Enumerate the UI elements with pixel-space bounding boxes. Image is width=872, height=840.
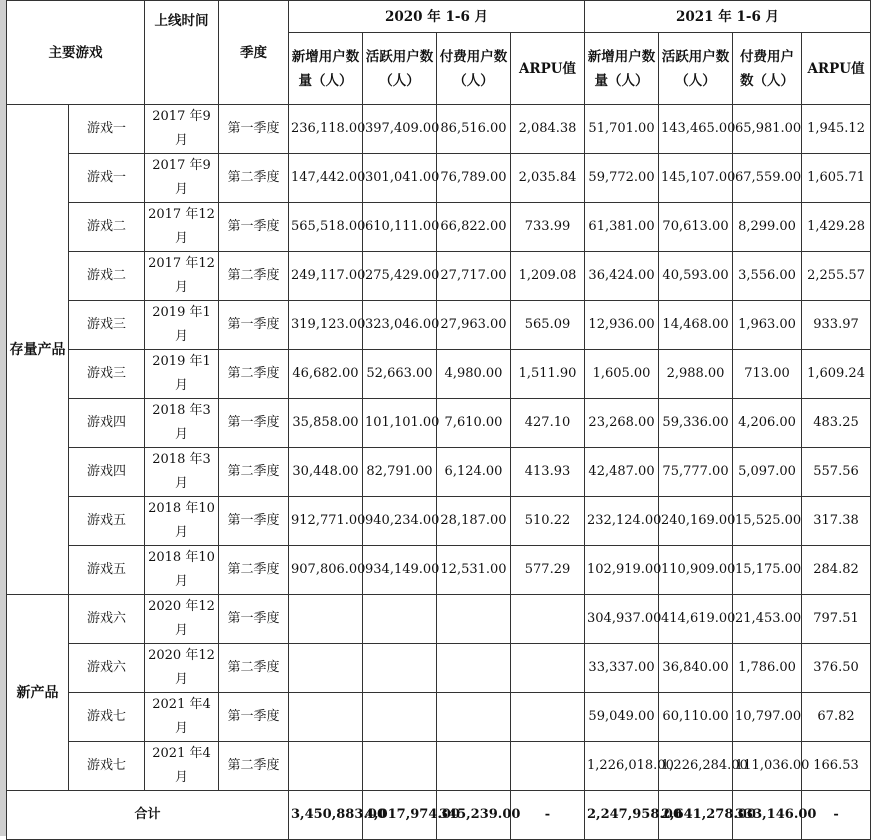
group-label-existing: 存量产品: [7, 105, 69, 595]
active-users-2020-cell: 323,046.00: [363, 301, 437, 350]
active-users-2021-cell: 110,909.00: [659, 546, 733, 595]
arpu-2020-cell: 1,209.08: [511, 252, 585, 301]
active-users-2021-cell: 143,465.00: [659, 105, 733, 154]
game-name-cell: 游戏七: [69, 742, 145, 791]
active-users-2020-cell: [363, 644, 437, 693]
header-period-2020: 2020 年 1-6 月: [289, 1, 585, 33]
arpu-2020-cell: 1,511.90: [511, 350, 585, 399]
launch-date-cell: 2017 年12 月: [145, 252, 219, 301]
paying-users-2020-cell: [437, 644, 511, 693]
paying-users-2021-cell: 4,206.00: [733, 399, 802, 448]
active-users-2020-cell: 934,149.00: [363, 546, 437, 595]
new-users-2020-cell: 46,682.00: [289, 350, 363, 399]
header-arpu-2020: ARPU值: [511, 33, 585, 105]
quarter-cell: 第二季度: [219, 350, 289, 399]
table-body: [7, 105, 871, 840]
game-name-cell: 游戏四: [69, 399, 145, 448]
quarter-cell: 第二季度: [219, 644, 289, 693]
arpu-2020-cell: 2,084.38: [511, 105, 585, 154]
game-name-cell: 游戏六: [69, 644, 145, 693]
new-users-2021-cell: 42,487.00: [585, 448, 659, 497]
launch-date-cell: 2020 年12 月: [145, 595, 219, 644]
active-users-2021-cell: 75,777.00: [659, 448, 733, 497]
active-users-2020-cell: 940,234.00: [363, 497, 437, 546]
game-name-cell: 游戏三: [69, 350, 145, 399]
quarter-cell: 第一季度: [219, 693, 289, 742]
new-users-2020-cell: 907,806.00: [289, 546, 363, 595]
total-row: [7, 791, 871, 840]
arpu-2021-cell: 483.25: [802, 399, 871, 448]
group-label-new: 新产品: [7, 595, 69, 791]
table-row: [7, 742, 871, 791]
new-users-2020-cell: [289, 742, 363, 791]
paying-users-2021-cell: 1,786.00: [733, 644, 802, 693]
game-name-cell: 游戏五: [69, 546, 145, 595]
header-active-users-2020: 活跃用户数（人）: [363, 33, 437, 105]
active-users-2020-cell: 610,111.00: [363, 203, 437, 252]
game-name-cell: 游戏四: [69, 448, 145, 497]
arpu-2021-cell: 1,429.28: [802, 203, 871, 252]
game-name-cell: 游戏五: [69, 497, 145, 546]
active-users-2020-cell: 52,663.00: [363, 350, 437, 399]
new-users-2021-cell: 51,701.00: [585, 105, 659, 154]
paying-users-2020-cell: 28,187.00: [437, 497, 511, 546]
paying-users-2020-cell: [437, 693, 511, 742]
total-active-users-2020: 4,017,974.00: [363, 791, 437, 840]
active-users-2020-cell: 397,409.00: [363, 105, 437, 154]
total-arpu-2020: -: [511, 791, 585, 840]
arpu-2021-cell: 376.50: [802, 644, 871, 693]
launch-date-cell: 2017 年12 月: [145, 203, 219, 252]
active-users-2021-cell: 36,840.00: [659, 644, 733, 693]
new-users-2021-cell: 12,936.00: [585, 301, 659, 350]
total-active-users-2021: 2,641,278.00: [659, 791, 733, 840]
header-new-users-2021: 新增用户数量（人）: [585, 33, 659, 105]
paying-users-2021-cell: 15,175.00: [733, 546, 802, 595]
new-users-2021-cell: 102,919.00: [585, 546, 659, 595]
launch-date-cell: 2021 年4 月: [145, 693, 219, 742]
header-period-2021: 2021 年 1-6 月: [585, 1, 871, 33]
paying-users-2021-cell: 3,556.00: [733, 252, 802, 301]
paying-users-2020-cell: 76,789.00: [437, 154, 511, 203]
total-paying-users-2020: 345,239.00: [437, 791, 511, 840]
arpu-2020-cell: 427.10: [511, 399, 585, 448]
arpu-2020-cell: [511, 595, 585, 644]
table-row: [7, 595, 871, 644]
new-users-2021-cell: 33,337.00: [585, 644, 659, 693]
table-row: [7, 203, 871, 252]
quarter-cell: 第一季度: [219, 203, 289, 252]
quarter-cell: 第二季度: [219, 546, 289, 595]
new-users-2021-cell: 36,424.00: [585, 252, 659, 301]
quarter-cell: 第一季度: [219, 399, 289, 448]
launch-date-cell: 2018 年3 月: [145, 399, 219, 448]
quarter-cell: 第一季度: [219, 497, 289, 546]
arpu-2020-cell: [511, 644, 585, 693]
active-users-2020-cell: [363, 595, 437, 644]
new-users-2021-cell: 59,772.00: [585, 154, 659, 203]
game-name-cell: 游戏二: [69, 203, 145, 252]
active-users-2020-cell: 101,101.00: [363, 399, 437, 448]
quarter-cell: 第二季度: [219, 448, 289, 497]
header-quarter: 季度: [219, 1, 289, 105]
header-new-users-2020: 新增用户数量（人）: [289, 33, 363, 105]
launch-date-cell: 2021 年4 月: [145, 742, 219, 791]
game-name-cell: 游戏七: [69, 693, 145, 742]
active-users-2021-cell: 60,110.00: [659, 693, 733, 742]
active-users-2021-cell: 70,613.00: [659, 203, 733, 252]
header-main-game: 主要游戏: [7, 1, 145, 105]
table-row: [7, 350, 871, 399]
table-row: [7, 154, 871, 203]
launch-date-cell: 2019 年1 月: [145, 350, 219, 399]
paying-users-2020-cell: 66,822.00: [437, 203, 511, 252]
launch-date-cell: 2017 年9 月: [145, 154, 219, 203]
total-new-users-2021: 2,247,958.00: [585, 791, 659, 840]
quarter-cell: 第二季度: [219, 154, 289, 203]
table-row: [7, 301, 871, 350]
launch-date-cell: 2017 年9 月: [145, 105, 219, 154]
table-row: [7, 399, 871, 448]
paying-users-2021-cell: 65,981.00: [733, 105, 802, 154]
paying-users-2020-cell: 86,516.00: [437, 105, 511, 154]
table-row: [7, 644, 871, 693]
arpu-2021-cell: 166.53: [802, 742, 871, 791]
paying-users-2020-cell: 7,610.00: [437, 399, 511, 448]
game-name-cell: 游戏六: [69, 595, 145, 644]
arpu-2020-cell: 733.99: [511, 203, 585, 252]
active-users-2020-cell: [363, 693, 437, 742]
paying-users-2021-cell: 10,797.00: [733, 693, 802, 742]
header-launch-time: 上线时间: [145, 1, 219, 105]
paying-users-2021-cell: 21,453.00: [733, 595, 802, 644]
new-users-2021-cell: 304,937.00: [585, 595, 659, 644]
game-user-metrics-table: [6, 0, 871, 840]
new-users-2020-cell: 147,442.00: [289, 154, 363, 203]
table-row: [7, 497, 871, 546]
arpu-2021-cell: 933.97: [802, 301, 871, 350]
header-paying-users-2021: 付费用户数（人）: [733, 33, 802, 105]
arpu-2020-cell: [511, 693, 585, 742]
paying-users-2021-cell: 5,097.00: [733, 448, 802, 497]
game-name-cell: 游戏二: [69, 252, 145, 301]
total-arpu-2021: -: [802, 791, 871, 840]
new-users-2021-cell: 1,605.00: [585, 350, 659, 399]
quarter-cell: 第一季度: [219, 105, 289, 154]
paying-users-2020-cell: 6,124.00: [437, 448, 511, 497]
arpu-2020-cell: 510.22: [511, 497, 585, 546]
active-users-2021-cell: 414,619.00: [659, 595, 733, 644]
paying-users-2021-cell: 15,525.00: [733, 497, 802, 546]
paying-users-2020-cell: 12,531.00: [437, 546, 511, 595]
new-users-2020-cell: 249,117.00: [289, 252, 363, 301]
launch-date-cell: 2018 年10 月: [145, 497, 219, 546]
paying-users-2021-cell: 111,036.00: [733, 742, 802, 791]
new-users-2020-cell: 236,118.00: [289, 105, 363, 154]
paying-users-2020-cell: [437, 742, 511, 791]
new-users-2021-cell: 23,268.00: [585, 399, 659, 448]
header-active-users-2021: 活跃用户数（人）: [659, 33, 733, 105]
total-new-users-2020: 3,450,883.00: [289, 791, 363, 840]
table-row: [7, 252, 871, 301]
arpu-2021-cell: 67.82: [802, 693, 871, 742]
arpu-2021-cell: 284.82: [802, 546, 871, 595]
new-users-2020-cell: [289, 644, 363, 693]
arpu-2020-cell: 577.29: [511, 546, 585, 595]
active-users-2021-cell: 240,169.00: [659, 497, 733, 546]
total-paying-users-2021: 333,146.00: [733, 791, 802, 840]
active-users-2020-cell: 82,791.00: [363, 448, 437, 497]
launch-date-cell: 2018 年3 月: [145, 448, 219, 497]
paying-users-2020-cell: 4,980.00: [437, 350, 511, 399]
arpu-2020-cell: 565.09: [511, 301, 585, 350]
active-users-2021-cell: 14,468.00: [659, 301, 733, 350]
new-users-2021-cell: 232,124.00: [585, 497, 659, 546]
total-label: 合计: [7, 791, 289, 840]
paying-users-2021-cell: 67,559.00: [733, 154, 802, 203]
new-users-2020-cell: 30,448.00: [289, 448, 363, 497]
paying-users-2021-cell: 713.00: [733, 350, 802, 399]
arpu-2021-cell: 1,605.71: [802, 154, 871, 203]
arpu-2020-cell: 413.93: [511, 448, 585, 497]
launch-date-cell: 2018 年10 月: [145, 546, 219, 595]
quarter-cell: 第二季度: [219, 742, 289, 791]
new-users-2021-cell: 1,226,018.00: [585, 742, 659, 791]
arpu-2021-cell: 2,255.57: [802, 252, 871, 301]
new-users-2021-cell: 59,049.00: [585, 693, 659, 742]
quarter-cell: 第一季度: [219, 301, 289, 350]
launch-date-cell: 2019 年1 月: [145, 301, 219, 350]
new-users-2020-cell: [289, 595, 363, 644]
new-users-2020-cell: 565,518.00: [289, 203, 363, 252]
quarter-cell: 第一季度: [219, 595, 289, 644]
arpu-2020-cell: 2,035.84: [511, 154, 585, 203]
table-row: [7, 105, 871, 154]
paying-users-2020-cell: 27,963.00: [437, 301, 511, 350]
active-users-2021-cell: 1,226,284.00: [659, 742, 733, 791]
arpu-2021-cell: 557.56: [802, 448, 871, 497]
game-name-cell: 游戏三: [69, 301, 145, 350]
table-row: [7, 448, 871, 497]
active-users-2020-cell: 275,429.00: [363, 252, 437, 301]
active-users-2021-cell: 59,336.00: [659, 399, 733, 448]
active-users-2020-cell: 301,041.00: [363, 154, 437, 203]
paying-users-2020-cell: [437, 595, 511, 644]
active-users-2021-cell: 145,107.00: [659, 154, 733, 203]
new-users-2020-cell: 319,123.00: [289, 301, 363, 350]
active-users-2021-cell: 2,988.00: [659, 350, 733, 399]
table-row: [7, 546, 871, 595]
arpu-2021-cell: 1,945.12: [802, 105, 871, 154]
header-arpu-2021: ARPU值: [802, 33, 871, 105]
new-users-2020-cell: 35,858.00: [289, 399, 363, 448]
game-name-cell: 游戏一: [69, 105, 145, 154]
game-name-cell: 游戏一: [69, 154, 145, 203]
active-users-2020-cell: [363, 742, 437, 791]
paying-users-2020-cell: 27,717.00: [437, 252, 511, 301]
arpu-2020-cell: [511, 742, 585, 791]
quarter-cell: 第二季度: [219, 252, 289, 301]
arpu-2021-cell: 1,609.24: [802, 350, 871, 399]
active-users-2021-cell: 40,593.00: [659, 252, 733, 301]
new-users-2021-cell: 61,381.00: [585, 203, 659, 252]
table-row: [7, 693, 871, 742]
arpu-2021-cell: 317.38: [802, 497, 871, 546]
launch-date-cell: 2020 年12 月: [145, 644, 219, 693]
paying-users-2021-cell: 8,299.00: [733, 203, 802, 252]
new-users-2020-cell: 912,771.00: [289, 497, 363, 546]
new-users-2020-cell: [289, 693, 363, 742]
arpu-2021-cell: 797.51: [802, 595, 871, 644]
header-paying-users-2020: 付费用户数（人）: [437, 33, 511, 105]
paying-users-2021-cell: 1,963.00: [733, 301, 802, 350]
